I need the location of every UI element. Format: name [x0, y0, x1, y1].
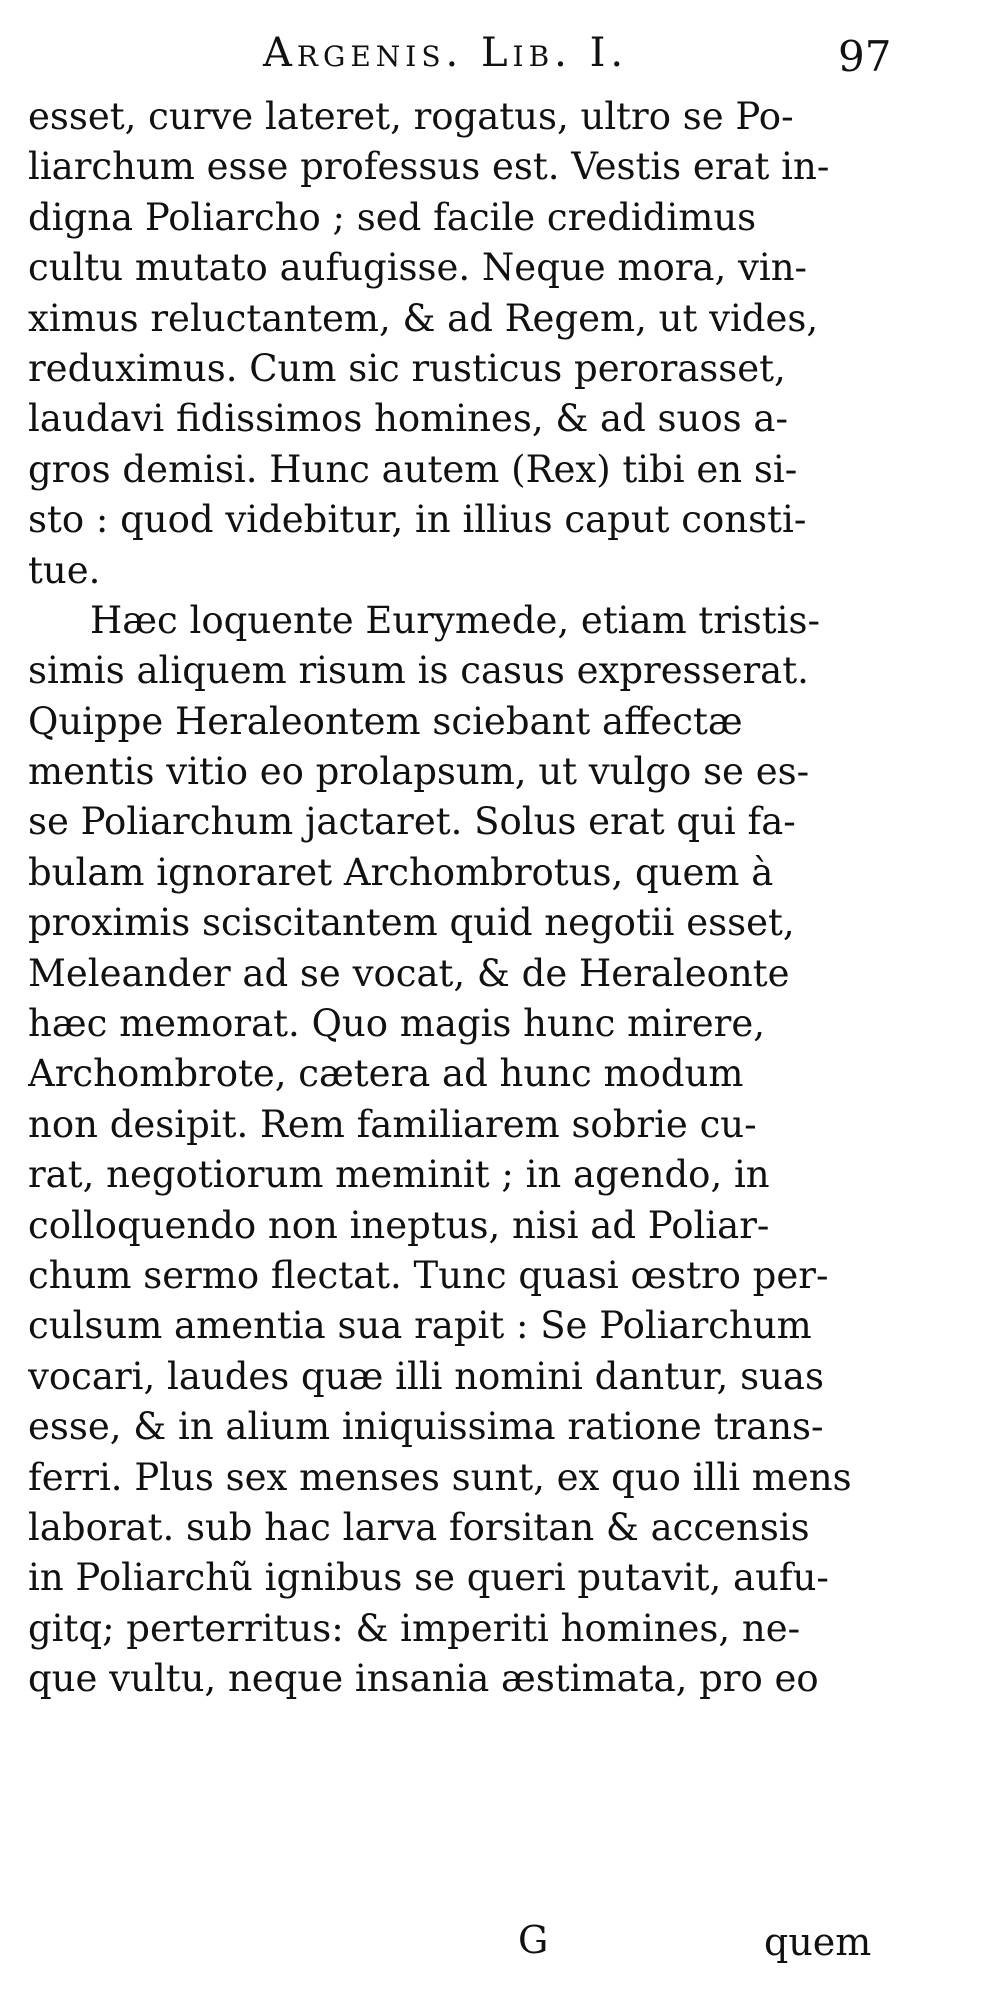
text-line: culsum amentia sua rapit : Se Poliarchum: [28, 1304, 812, 1348]
text-line: que vultu, neque insania æstimata, pro eo: [28, 1657, 819, 1701]
text-line: se Poliarchum jactaret. Solus erat qui fa-: [28, 800, 796, 844]
text-line: laudavi fidissimos homines, & ad suos a-: [28, 397, 788, 441]
text-line: colloquendo non ineptus, nisi ad Poliar-: [28, 1203, 770, 1247]
text-line: cultu mutato aufugisse. Neque mora, vin-: [28, 246, 808, 290]
page-header: [0, 22, 1000, 92]
text-line: in Poliarchũ ignibus se queri putavit, aufu-: [28, 1556, 829, 1600]
running-title: Argenis. Lib. I.: [263, 30, 629, 76]
text-line: hæc memorat. Quo magis hunc mirere,: [28, 1002, 766, 1046]
text-line: Quippe Heraleontem sciebant affectæ: [28, 699, 743, 743]
text-line: mentis vitio eo prolapsum, ut vulgo se es-: [28, 750, 810, 794]
text-line: liarchum esse professus est. Vestis erat in-: [28, 145, 830, 189]
text-line: vocari, laudes quæ illi nomini dantur, suas: [28, 1354, 824, 1398]
text-line: chum sermo flectat. Tunc quasi œstro per-: [28, 1253, 829, 1297]
text-line: Meleander ad se vocat, & de Heraleonte: [28, 951, 790, 995]
text-line: gitq; perterritus: & imperiti homines, ne-: [28, 1606, 801, 1650]
page-number: 97: [838, 32, 892, 81]
text-line: sto : quod videbitur, in illius caput consti-: [28, 498, 807, 542]
text-line: simis aliquem risum is casus expresserat.: [28, 649, 809, 693]
text-line: esset, curve lateret, rogatus, ultro se Po-: [28, 95, 794, 138]
text-line: ferri. Plus sex menses sunt, ex quo illi mens: [28, 1455, 852, 1499]
catchword: quem: [764, 1920, 872, 1964]
text-line: proximis sciscitantem quid negotii esset,: [28, 901, 795, 945]
body-text: [28, 92, 908, 1705]
page-footer: [0, 1918, 1000, 1978]
text-line: tue.: [28, 548, 101, 592]
paragraph-start-line: Hæc loquente Eurymede, etiam tristis-: [90, 598, 820, 642]
text-line: gros demisi. Hunc autem (Rex) tibi en si-: [28, 447, 798, 491]
text-line: digna Poliarcho ; sed facile credidimus: [28, 195, 757, 239]
text-line: reduximus. Cum sic rusticus perorasset,: [28, 346, 786, 390]
text-line: esse, & in alium iniquissima ratione trans-: [28, 1405, 824, 1449]
text-line: Archombrote, cætera ad hunc modum: [28, 1052, 744, 1096]
text-line: bulam ignoraret Archombrotus, quem à: [28, 850, 774, 894]
text-line: laborat. sub hac larva forsitan & accensis: [28, 1505, 810, 1549]
text-line: ximus reluctantem, & ad Regem, ut vides,: [28, 296, 819, 340]
signature-mark: G: [518, 1918, 549, 1962]
text-line: non desipit. Rem familiarem sobrie cu-: [28, 1102, 757, 1146]
text-line: rat, negotiorum meminit ; in agendo, in: [28, 1153, 770, 1197]
